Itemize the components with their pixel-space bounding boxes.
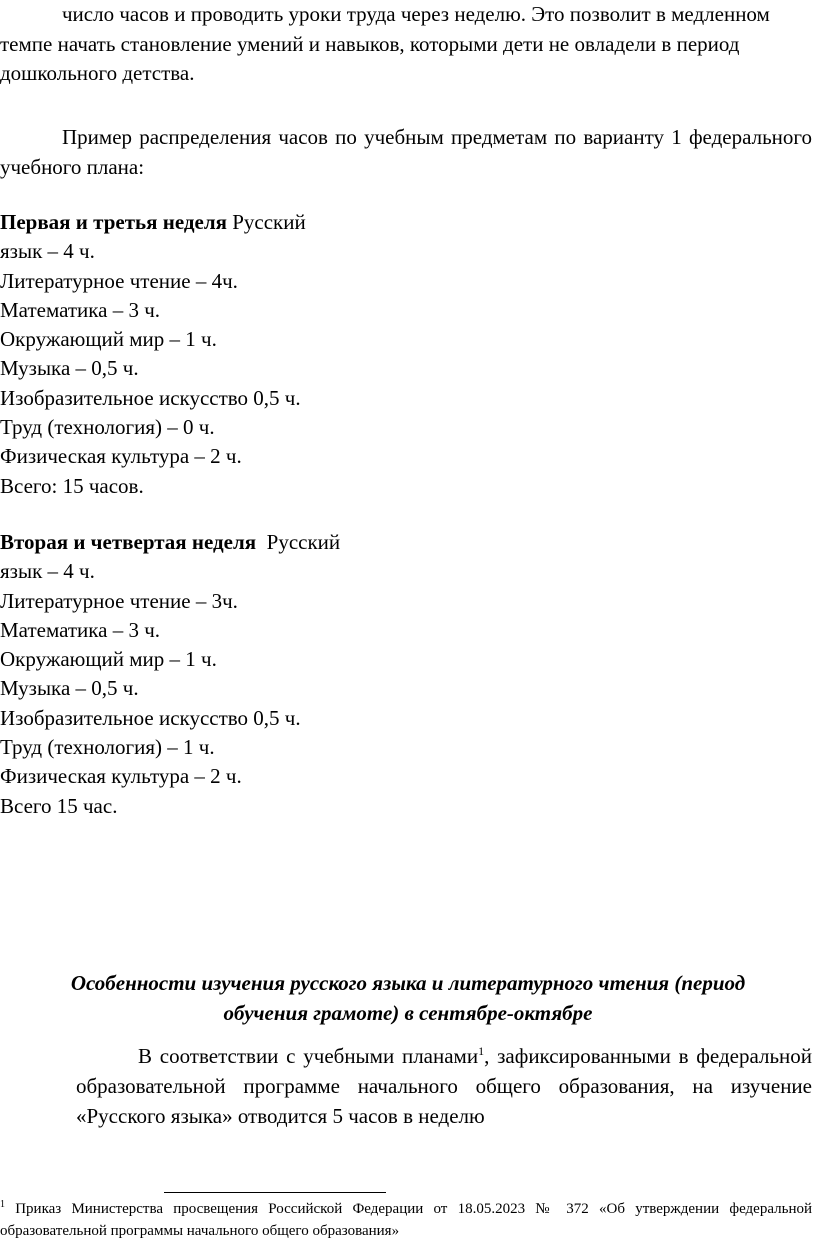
footnote-separator [164, 1192, 386, 1193]
schedule-line: Изобразительное искусство 0,5 ч. [0, 705, 301, 730]
schedule-total: Всего: 15 часов. [0, 473, 144, 498]
body-text-tail: неделю [418, 1104, 485, 1128]
schedule-line: Математика – 3 ч. [0, 617, 161, 642]
schedule-line: Труд (технология) – 1 ч. [0, 735, 215, 760]
schedule-line: Физическая культура – 2 ч. [0, 764, 242, 789]
week-1-3-first-subject: Русский [232, 210, 306, 234]
example-paragraph: Пример распределения часов по учебным предметам по варианту 1 федерального учебного плана: [0, 125, 812, 179]
schedule-line: язык – 4 ч. [0, 559, 95, 584]
footnote [0, 1198, 812, 1242]
week-1-3-heading-line [0, 208, 420, 237]
schedule-line: Окружающий мир – 1 ч. [0, 647, 217, 672]
week-2-4-heading: Вторая и четвертая неделя [0, 530, 257, 554]
schedule-line: Труд (технология) – 0 ч. [0, 415, 215, 440]
schedule-line: Музыка – 0,5 ч. [0, 356, 139, 381]
schedule-line: язык – 4 ч. [0, 239, 95, 264]
schedule-line: Окружающий мир – 1 ч. [0, 327, 217, 352]
footnote-reference[interactable]: 1 [478, 1044, 485, 1058]
section-body-paragraph [76, 1041, 812, 1131]
body-text-continued: , зафиксированными в федеральной образовательной программе начального общего образования, на изучение «Русского языка» отводится 5 часов в [76, 1044, 812, 1128]
schedule-total: Всего 15 час. [0, 793, 118, 818]
week-2-4-heading-line [0, 528, 420, 557]
week-2-4-schedule [0, 528, 420, 821]
schedule-line: Литературное чтение – 4ч. [0, 268, 238, 293]
week-1-3-schedule [0, 208, 420, 501]
section-title-line-1: Особенности изучения русского языка и литературного чтения (период [70, 971, 746, 995]
schedule-line: Изобразительное искусство 0,5 ч. [0, 385, 301, 410]
schedule-line: Физическая культура – 2 ч. [0, 444, 242, 469]
footnote-text: Приказ Министерства просвещения Российской Федерации от 18.05.2023 № 372 «Об утверждении федеральной образовательной программы начального общего образования» [0, 1201, 812, 1239]
schedule-line: Музыка – 0,5 ч. [0, 676, 139, 701]
schedule-line: Математика – 3 ч. [0, 297, 161, 322]
section-title [0, 968, 816, 1028]
body-text-start: В соответствии с учебными планами [138, 1044, 479, 1068]
week-2-4-first-subject: Русский [266, 530, 341, 554]
week-1-3-heading: Первая и третья неделя [0, 210, 227, 234]
section-title-line-2: обучения грамоте) в сентябре-октябре [223, 1001, 593, 1025]
intro-paragraph: число часов и проводить уроки труда через неделю. Это позволит в медленном темпе начать становление умений и навыков, которыми дети не овладели в период дошкольного детства. [0, 2, 770, 85]
footnote-number: 1 [0, 1199, 5, 1210]
schedule-line: Литературное чтение – 3ч. [0, 588, 238, 613]
